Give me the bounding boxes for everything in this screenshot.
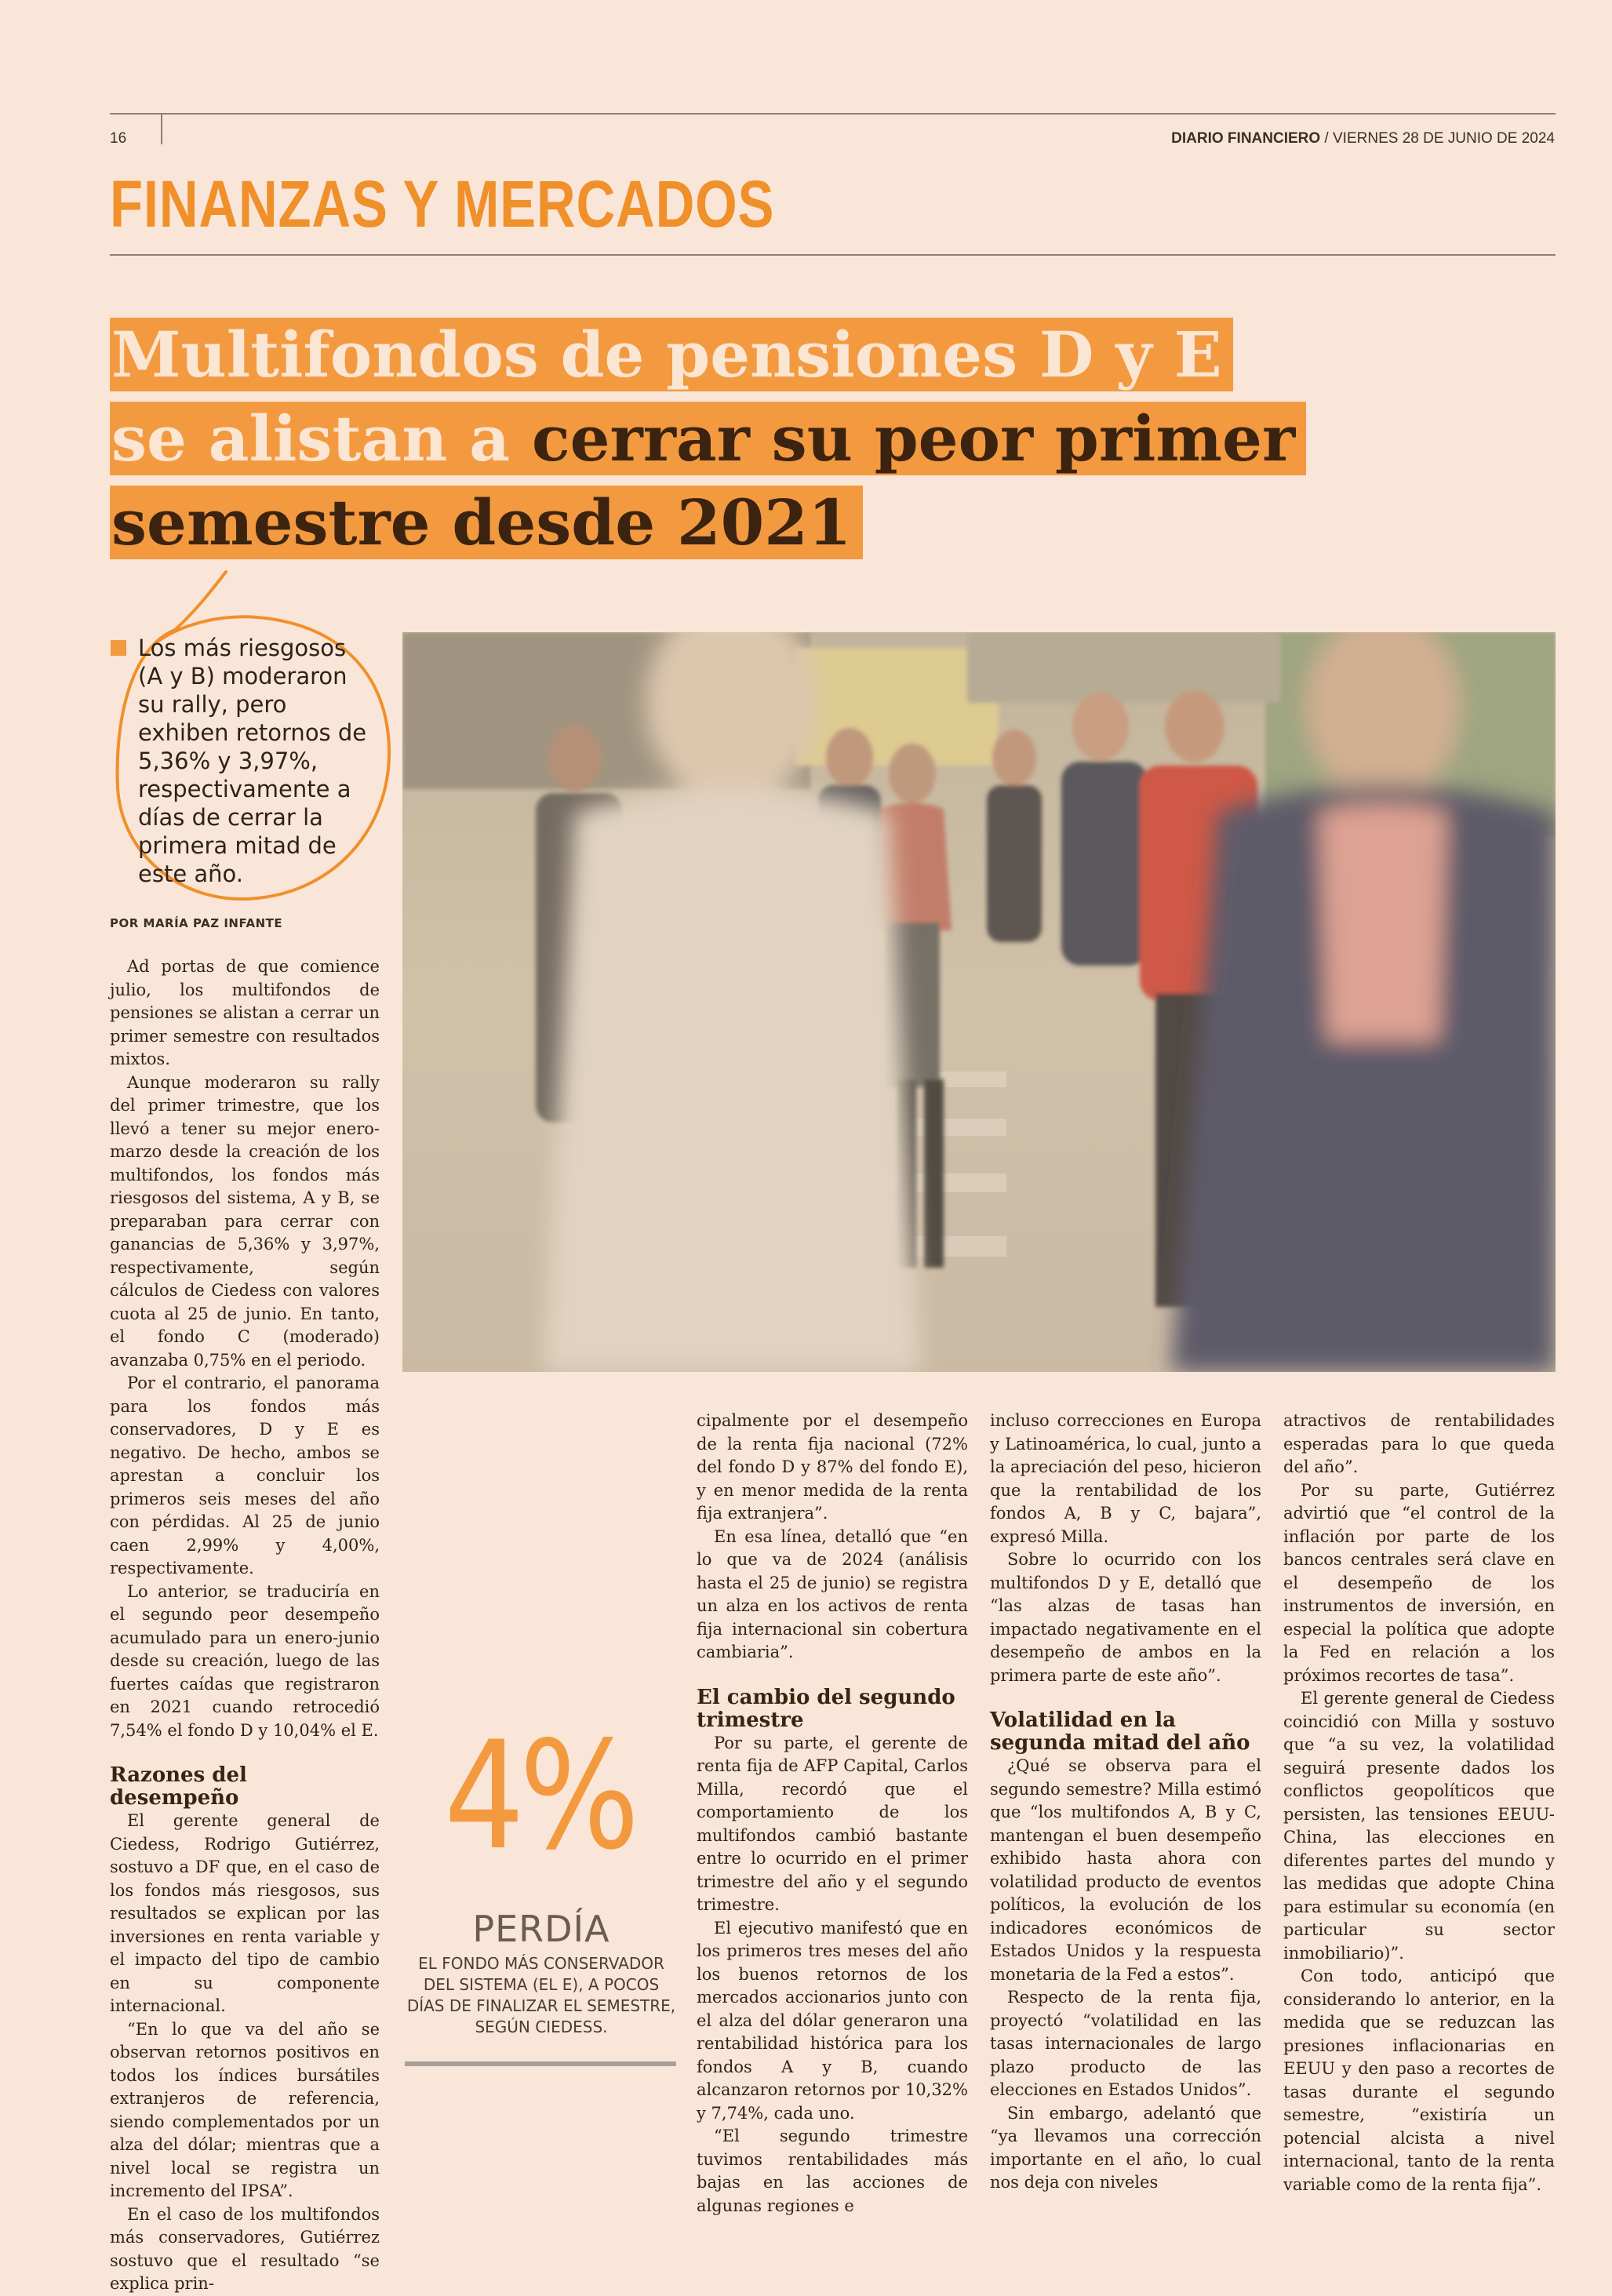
paragraph: Por el contrario, el panorama para los fondos más conservadores, D y E es negativo. De hecho, ambos se aprestan a concluir los primeros seis meses del año con pérdidas. Al 25 de junio caen 2,99% y 4,00%, respectivamente. — [110, 1374, 380, 1577]
headline-text-2b: cerrar su peor primer — [531, 402, 1296, 475]
article-column-3 — [990, 1410, 1261, 2195]
headline-text-3: semestre desde 2021 — [111, 486, 852, 559]
paragraph: En el caso de los multifondos más conservadores, Gutiérrez sostuvo que el resultado “se explica prin- — [110, 2204, 380, 2293]
paragraph: Respecto de la renta fija, proyectó “volatilidad en las tasas internacionales de largo plazo producto de las elecciones en Estados Unidos”. — [990, 1988, 1261, 2099]
paragraph: El gerente general de Ciedess coincidió con Milla y sostuvo que “a su vez, la volatilidad seguirá presente dados los conflictos geopolíticos que persisten, las tensiones EEUU-China, las elecciones en diferentes partes del mundo y las medidas que adopte China para estimular su economía (en particular su sector inmobiliario)”. — [1283, 1689, 1555, 1963]
headline-text-2a: se alistan a — [111, 402, 532, 475]
paragraph: El gerente general de Ciedess, Rodrigo Gutiérrez, sostuvo a DF que, en el caso de los fondos más riesgosos, sus resultados se explican por las inversiones en renta variable y el impacto del tipo de cambio en su componente internacional. — [110, 1811, 380, 2015]
headline-line-2 — [110, 402, 1306, 475]
paragraph: Sobre lo ocurrido con los multifondos D y E, detalló que “las alzas de tasas han impactado negativamente en el desempeño de ambos en la primera parte de este año”. — [990, 1550, 1261, 1685]
paragraph: Aunque moderaron su rally del primer trimestre, que los llevó a tener su mejor enero-marzo desde la creación de los multifondos, los fondos más riesgosos del sistema, A y B, se preparaban para cerrar con ganancias de 5,36% y 3,97%, respectivamente, según cálculos de Ciedess con valores cuota al 25 de junio. En tanto, el fondo C (moderado) avanzaba 0,75% en el periodo. — [110, 1072, 380, 1370]
article-column-2 — [697, 1410, 968, 2218]
subheading-razones: Razones del desempeño — [110, 1763, 247, 1810]
top-rule — [110, 113, 1556, 115]
folio-divider — [161, 115, 162, 144]
stat-underline — [405, 2061, 676, 2066]
subheading-cambio: El cambio del segundo trimestre — [697, 1685, 955, 1732]
lede-summary: Los más riesgosos (A y B) moderaron su rally, pero exhiben retornos de 5,36% y 3,97%, respectivamente a días de cerrar la primera mitad de este año. — [138, 635, 367, 887]
paragraph: Sin embargo, adelantó que “ya llevamos una corrección importante en el año, lo cual nos deja con niveles — [990, 2103, 1261, 2192]
paragraph: atractivos de rentabilidades esperadas para lo que queda del año”. — [1283, 1411, 1555, 1476]
stat-number: 4% — [444, 1709, 635, 1883]
article-column-1 — [110, 955, 380, 2296]
paragraph: “El segundo trimestre tuvimos rentabilidades más bajas en las acciones de algunas regiones e — [697, 2127, 968, 2215]
paragraph: cipalmente por el desempeño de la renta fija nacional (72% del fondo D y 87% del fondo E), y en menor medida de la renta fija extranjera”. — [697, 1411, 968, 1523]
paragraph: Por su parte, el gerente de renta fija de AFP Capital, Carlos Milla, recordó que el comportamiento de los multifondos cambió bastante entre lo ocurrido en el primer trimestre del año y el segundo trimestre. — [697, 1733, 968, 1914]
section-title: FINANZAS Y MERCADOS — [110, 167, 775, 241]
headline-line-3 — [110, 486, 863, 559]
paragraph: Lo anterior, se traduciría en el segundo peor desempeño acumulado para un enero-junio desde su creación, luego de las fuertes caídas que registraron en 2021 cuando retrocedió 7,54% el fondo D y 10,04% el E. — [110, 1581, 380, 1740]
paragraph: ¿Qué se observa para el segundo semestre? Milla estimó que “los multifondos A, B y C, mantengan el buen desempeño exhibido hasta ahora con volatilidad producto de eventos políticos, la evolución de los indicadores económicos de Estados Unidos y la respuesta monetaria de la Fed a estos”. — [990, 1756, 1261, 1984]
byline: POR MARÍA PAZ INFANTE — [110, 916, 283, 930]
paragraph: En esa línea, detalló que “en lo que va de 2024 (análisis hasta el 25 de junio) se registra un alza en los activos de renta fija internacional sin cobertura cambiaria”. — [697, 1526, 968, 1661]
crowd-photo-illustration — [402, 632, 1556, 1372]
headline-text-1: Multifondos de pensiones D y E — [111, 318, 1222, 391]
paragraph: El ejecutivo manifestó que en los primeros tres meses del año los buenos retornos de los mercados accionarios junto con el alza del dólar generaron una rentabilidad histórica para los fondos A y B, cuando alcanzaron retornos por 10,32% y 7,74%, cada uno. — [697, 1918, 968, 2123]
paragraph: “En lo que va del año se observan retornos positivos en todos los índices bursátiles extranjeros de referencia, siendo complementados por un alza del dólar; mientras que a nivel local se registra un incremento del IPSA”. — [110, 2019, 380, 2200]
subheading-volatilidad: Volatilidad en la segunda mitad del año — [990, 1708, 1250, 1755]
article-column-4 — [1283, 1410, 1555, 2196]
section-rule — [110, 254, 1556, 256]
stat-description: EL FONDO MÁS CONSERVADOR DEL SISTEMA (EL E), A POCOS DÍAS DE FINALIZAR EL SEMESTRE, SEGÚN CIEDESS. — [406, 1954, 676, 2036]
issue-date: VIERNES 28 DE JUNIO DE 2024 — [1333, 130, 1555, 147]
paragraph: Con todo, anticipó que considerando lo anterior, en la medida que se reduzcan las presiones inflacionarias en EEUU y den paso a recortes de tasas durante el segundo semestre, “existiría un potencial alcista a nivel internacional, tanto de la renta variable como de la renta fija”. — [1283, 1967, 1555, 2194]
street-crowd-photo — [402, 632, 1556, 1372]
headline-line-1 — [110, 318, 1233, 391]
paragraph: incluso correcciones en Europa y Latinoamérica, lo cual, junto a la apreciación del peso, hicieron que la rentabilidad de los fondos A, B y C, bajara”, expresó Milla. — [990, 1411, 1261, 1546]
publication-name: DIARIO FINANCIERO — [1171, 130, 1321, 147]
masthead: DIARIO FINANCIERO / VIERNES 28 DE JUNIO DE 2024 — [1171, 130, 1555, 147]
paragraph: Por su parte, Gutiérrez advirtió que “el control de la inflación por parte de los bancos centrales será clave en el desempeño de los instrumentos de inversión, en especial la política que adopte la Fed en relación a los próximos recortes de tasa”. — [1283, 1480, 1555, 1685]
paragraph: Ad portas de que comience julio, los multifondos de pensiones se alistan a cerrar un primer semestre con resultados mixtos. — [110, 957, 380, 1068]
page-number: 16 — [110, 130, 127, 147]
lede-bullet-icon — [111, 640, 126, 656]
stat-label: PERDÍA — [472, 1908, 610, 1950]
